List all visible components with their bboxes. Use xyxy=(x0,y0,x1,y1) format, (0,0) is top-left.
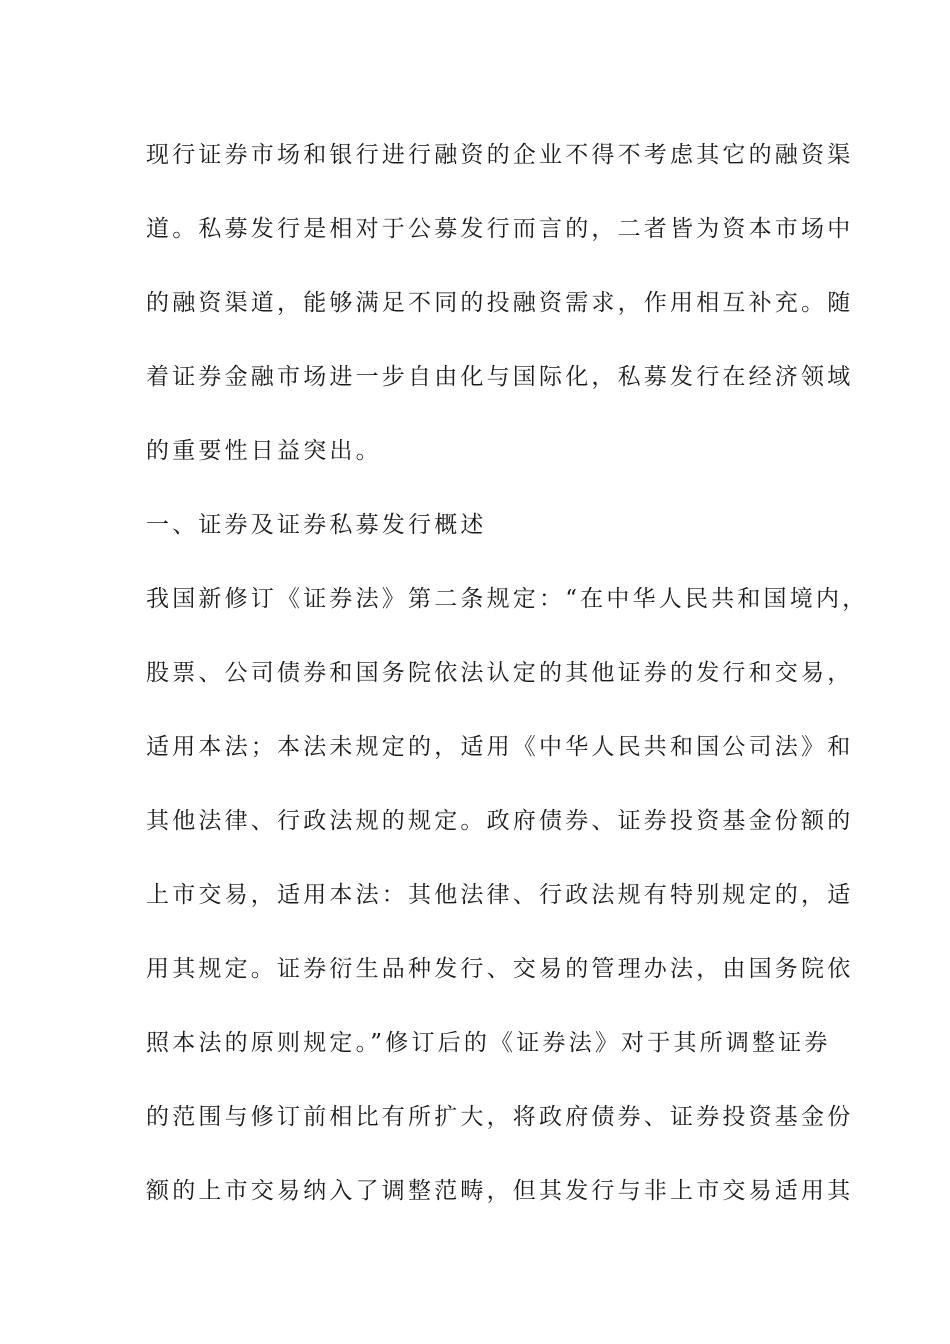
paragraph-line: 着证券金融市场进一步自由化与国际化，私募发行在经济领域 xyxy=(146,364,854,390)
paragraph-line: 适用本法；本法未规定的，适用《中华人民共和国公司法》和 xyxy=(146,734,854,760)
paragraph-line: 的重要性日益突出。 xyxy=(146,438,382,464)
paragraph-line: 照本法的原则规定。”修订后的《证券法》对于其所调整证券 xyxy=(146,1030,831,1056)
paragraph-line: 上市交易，适用本法：其他法律、行政法规有特别规定的，适 xyxy=(146,882,854,908)
section-heading: 一、证券及证券私募发行概述 xyxy=(146,512,487,538)
paragraph-line: 的融资渠道，能够满足不同的投融资需求，作用相互补充。随 xyxy=(146,290,854,316)
paragraph-line: 道。私募发行是相对于公募发行而言的，二者皆为资本市场中 xyxy=(146,216,854,242)
paragraph-line: 其他法律、行政法规的规定。政府债券、证券投资基金份额的 xyxy=(146,808,854,834)
paragraph-line: 的范围与修订前相比有所扩大，将政府债券、证券投资基金份 xyxy=(146,1104,854,1130)
paragraph-line: 股票、公司债券和国务院依法认定的其他证券的发行和交易， xyxy=(146,660,854,686)
paragraph-line: 用其规定。证券衍生品种发行、交易的管理办法，由国务院依 xyxy=(146,956,854,982)
paragraph-line: 我国新修订《证券法》第二条规定：“在中华人民共和国境内， xyxy=(146,586,869,612)
paragraph-line: 现行证券市场和银行进行融资的企业不得不考虑其它的融资渠 xyxy=(146,142,854,168)
paragraph-line: 额的上市交易纳入了调整范畴，但其发行与非上市交易适用其 xyxy=(146,1178,854,1204)
